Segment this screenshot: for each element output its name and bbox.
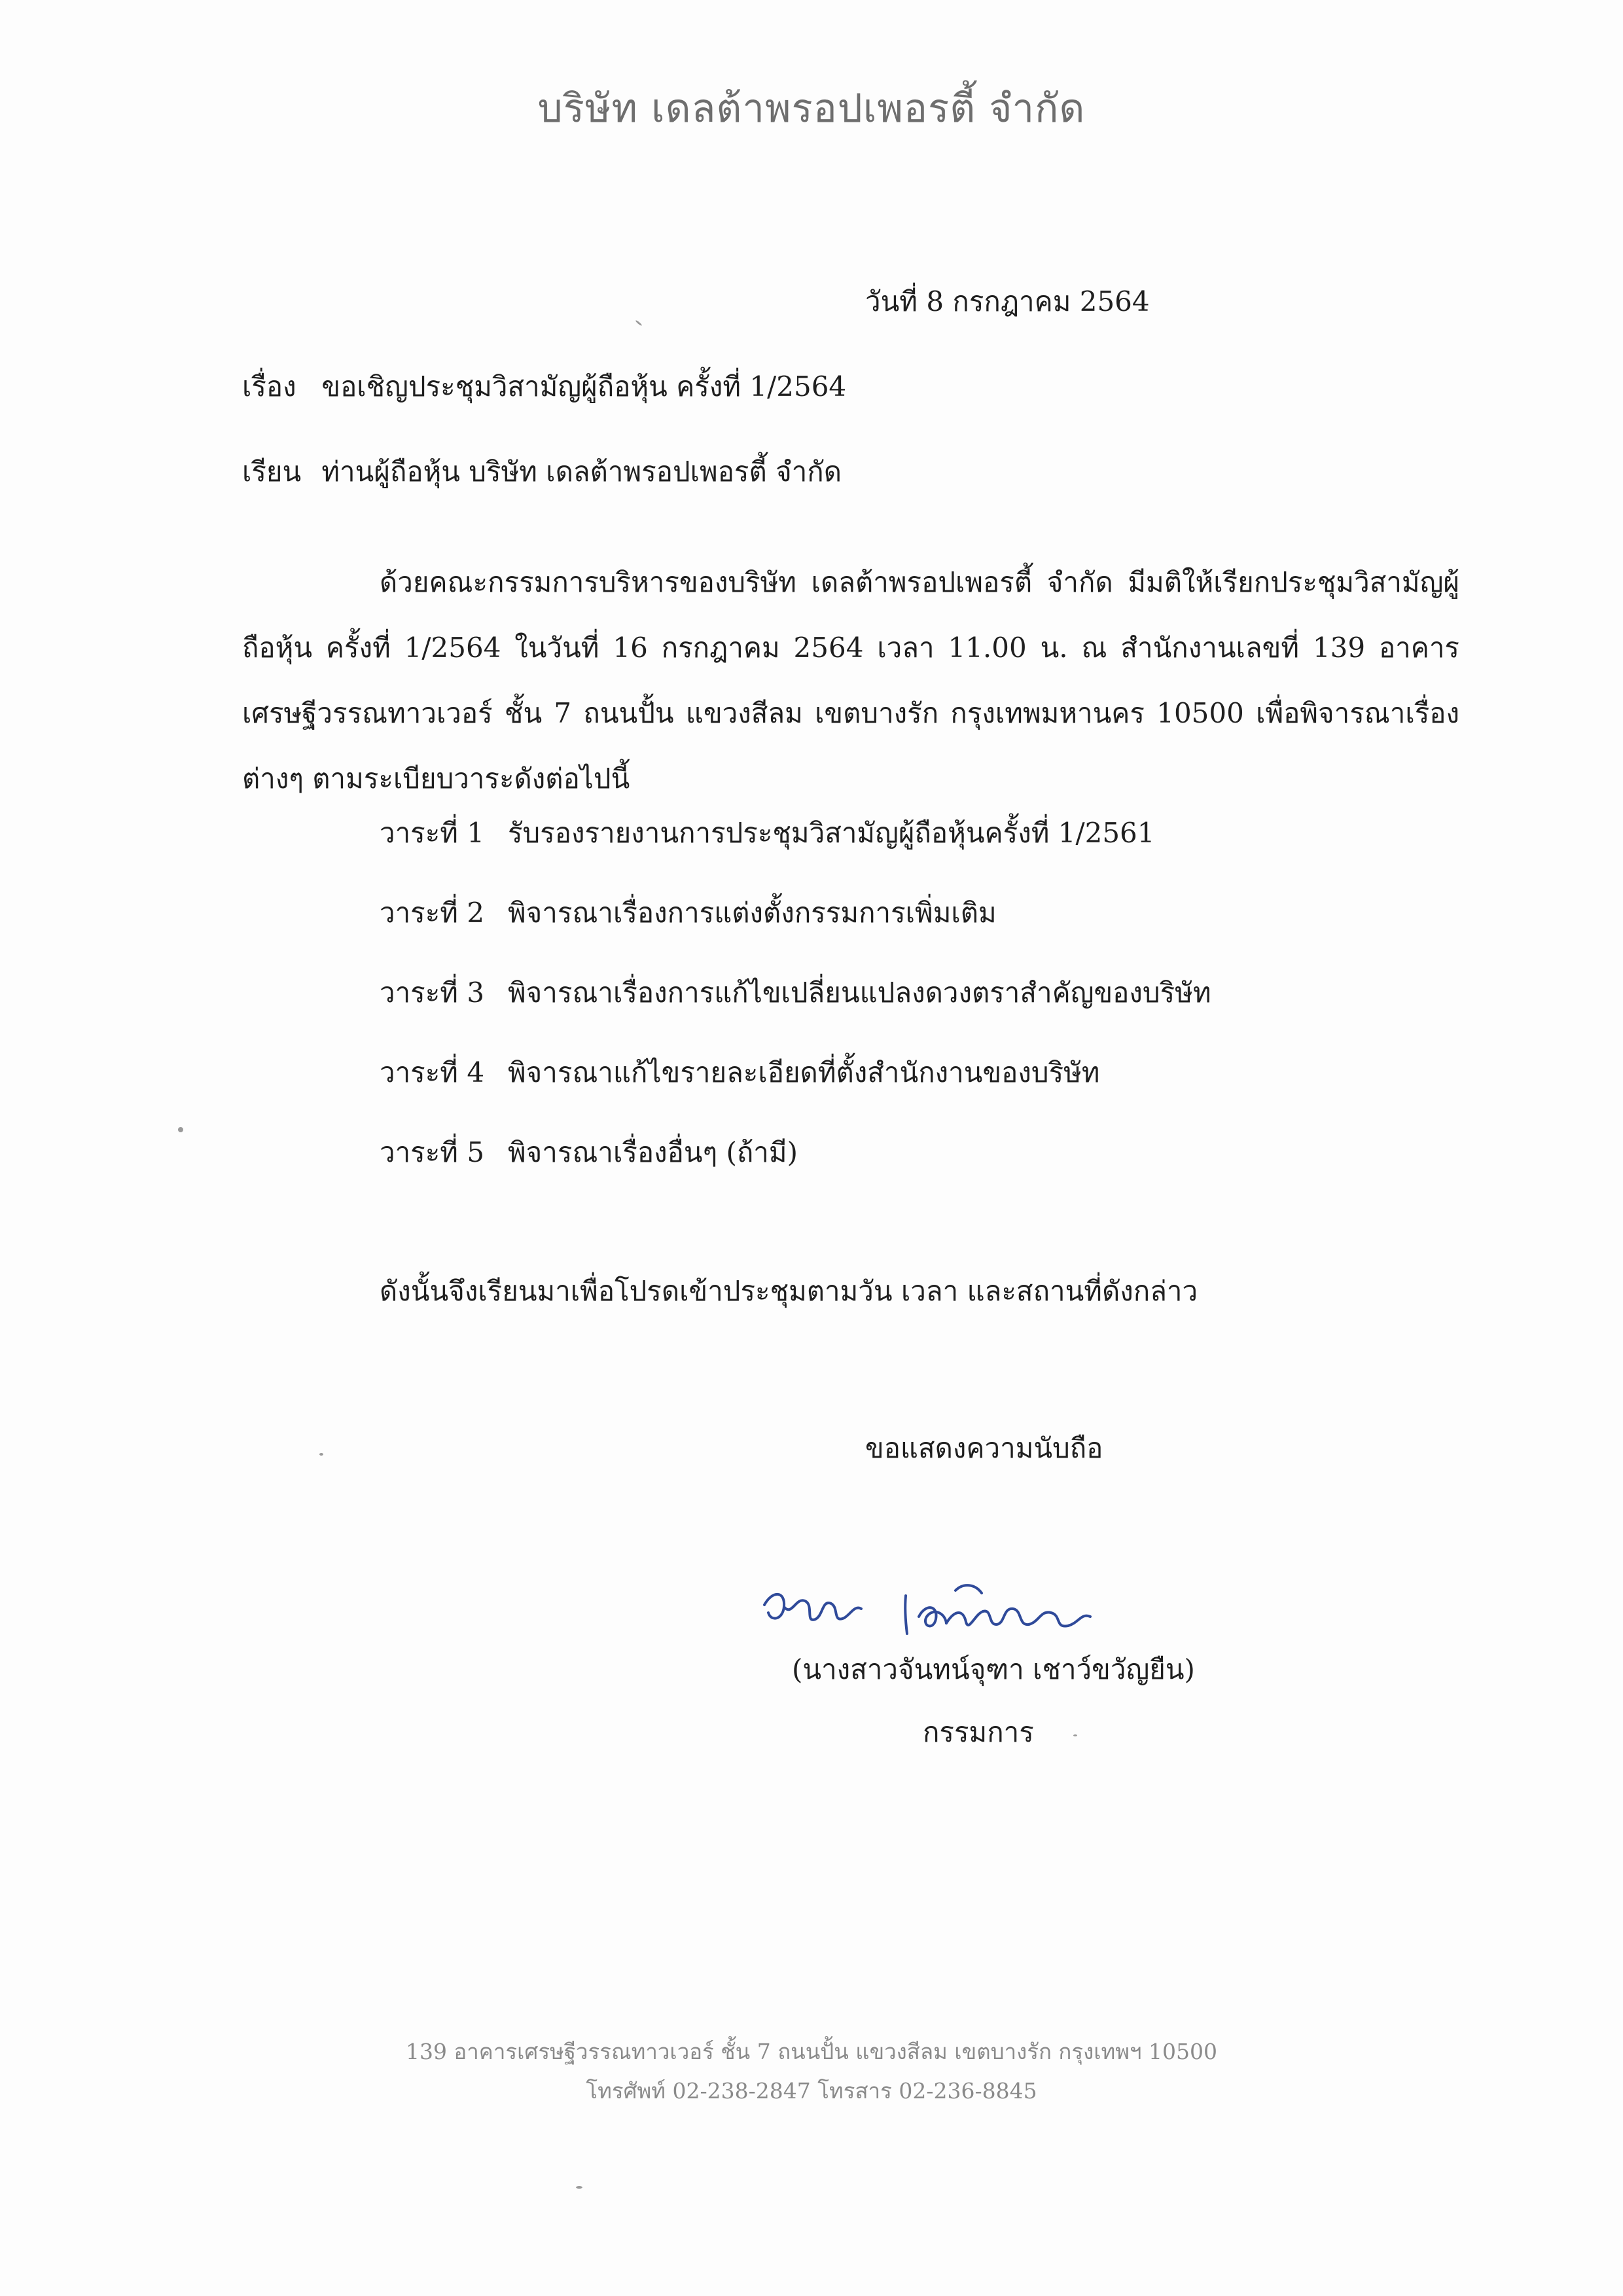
agenda-number: วาระที่ 3 <box>380 977 485 1009</box>
subject-line <box>242 365 846 408</box>
agenda-list <box>380 812 1427 1211</box>
subject-text: ขอเชิญประชุมวิสามัญผู้ถือหุ้น ครั้งที่ 1/2564 <box>321 370 847 403</box>
agenda-number: วาระที่ 5 <box>380 1136 485 1168</box>
agenda-text: รับรองรายงานการประชุมวิสามัญผู้ถือหุ้นครั้งที่ 1/2561 <box>508 817 1155 849</box>
recipient-line <box>242 450 842 493</box>
agenda-number: วาระที่ 2 <box>380 897 485 929</box>
handwritten-signature <box>759 1571 1099 1643</box>
agenda-item <box>380 971 1427 1051</box>
regards-line: ขอแสดงความนับถือ <box>865 1432 1103 1464</box>
agenda-item <box>380 891 1427 971</box>
scan-speck <box>576 2186 582 2189</box>
recipient-label: เรียน <box>242 456 302 488</box>
agenda-text: พิจารณาแก้ไขรายละเอียดที่ตั้งสำนักงานของบริษัท <box>508 1056 1100 1088</box>
subject-label: เรื่อง <box>242 370 296 403</box>
signer-name: (นางสาวจันทน์จุฑา เชาว์ขวัญยืน) <box>792 1653 1195 1685</box>
letter-date: วันที่ 8 กรกฎาคม 2564 <box>865 285 1150 317</box>
closing-paragraph: ดังนั้นจึงเรียนมาเพื่อโปรดเข้าประชุมตามวัน เวลา และสถานที่ดังกล่าว <box>380 1275 1198 1307</box>
agenda-item <box>380 1131 1427 1211</box>
agenda-item <box>380 1051 1427 1131</box>
agenda-text: พิจารณาเรื่องอื่นๆ (ถ้ามี) <box>508 1136 798 1168</box>
scan-speck <box>1073 1734 1077 1736</box>
company-letterhead: บริษัท เดลต้าพรอปเพอรตี้ จำกัด <box>537 86 1086 132</box>
agenda-item <box>380 812 1427 891</box>
body-paragraph: ด้วยคณะกรรมการบริหารของบริษัท เดลต้าพรอปเพอรตี้ จำกัด มีมติให้เรียกประชุมวิสามัญผู้ถือหุ้น ครั้งที่ 1/2564 ในวันที่ 16 กรกฎาคม 2564 เวลา 11.00 น. ณ สำนักงานเลขที่ 139 อาคารเศรษฐีวรรณทาวเวอร์ ชั้น 7 ถนนปั้น แขวงสีลม เขตบางรัก กรุงเทพมหานคร 10500 เพื่อพิจารณาเรื่องต่างๆ ตามระเบียบวาระดังต่อไปนี้ <box>242 566 1459 795</box>
signer-title: กรรมการ <box>923 1716 1034 1748</box>
footer-contact: โทรศัพท์ 02-238-2847 โทรสาร 02-236-8845 <box>586 2078 1037 2104</box>
agenda-number: วาระที่ 1 <box>380 817 485 849</box>
recipient-text: ท่านผู้ถือหุ้น บริษัท เดลต้าพรอปเพอรตี้ จำกัด <box>321 456 842 488</box>
scan-speck <box>178 1127 183 1132</box>
agenda-number: วาระที่ 4 <box>380 1056 485 1088</box>
agenda-text: พิจารณาเรื่องการแก้ไขเปลี่ยนแปลงดวงตราสำคัญของบริษัท <box>508 977 1211 1009</box>
scan-speck <box>319 1453 323 1456</box>
footer-address: 139 อาคารเศรษฐีวรรณทาวเวอร์ ชั้น 7 ถนนปั้น แขวงสีลม เขตบางรัก กรุงเทพฯ 10500 <box>405 2039 1218 2064</box>
agenda-text: พิจารณาเรื่องการแต่งตั้งกรรมการเพิ่มเติม <box>508 897 997 929</box>
scan-speck <box>635 319 642 326</box>
